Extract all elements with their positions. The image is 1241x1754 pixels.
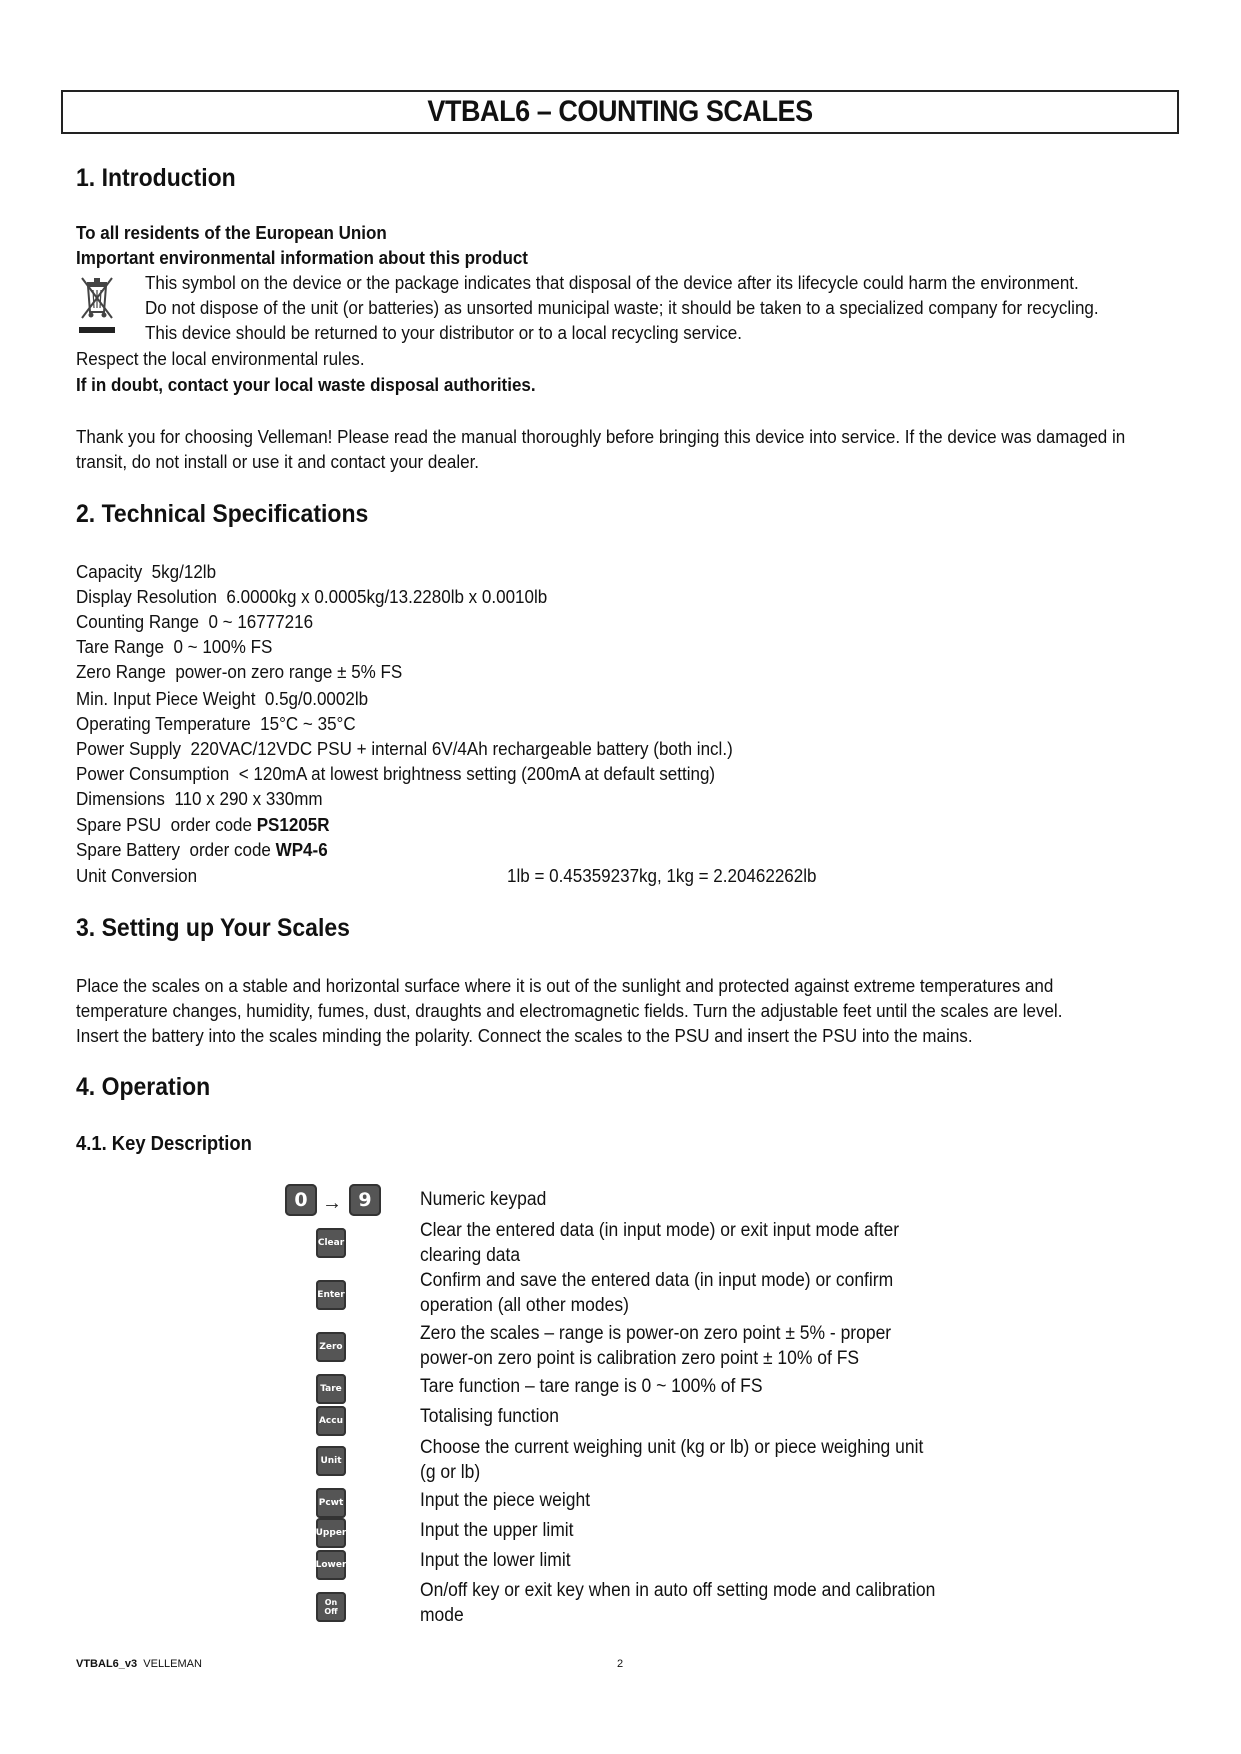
spec-label: Dimensions	[76, 788, 165, 809]
spec-value: 220VAC/12VDC PSU + internal 6V/4Ah rechargeable battery (both incl.)	[190, 738, 733, 759]
weee-line-2: Do not dispose of the unit (or batteries) as unsorted municipal waste; it should be taken to a specialized company for recycling.	[145, 297, 1099, 318]
spec-row	[76, 738, 733, 760]
spec-value-unit-conversion: 1lb = 0.45359237kg, 1kg = 2.20462262lb	[507, 865, 817, 886]
spec-row	[76, 586, 547, 608]
spec-row	[76, 561, 216, 583]
spec-value: 110 x 290 x 330mm	[174, 788, 323, 809]
spec-label: Spare PSU	[76, 814, 162, 835]
page-number: 2	[617, 1658, 624, 1670]
unit-key-icon: Unit	[316, 1446, 346, 1476]
spec-value: 0.5g/0.0002lb	[264, 688, 369, 709]
setup-line-2: temperature changes, humidity, fumes, dust, draughts and electromagnetic fields. Turn the adjustable feet until the scales are level.	[76, 1000, 1063, 1021]
spec-value: order code	[170, 814, 252, 835]
key-desc-enter-2: operation (all other modes)	[420, 1295, 629, 1316]
key-desc-tare: Tare function – tare range is 0 ~ 100% of FS	[420, 1376, 763, 1397]
spec-row	[76, 636, 272, 658]
battery-order-code: WP4-6	[275, 839, 328, 860]
spec-label: Zero Range	[76, 661, 166, 682]
spec-label: Capacity	[76, 561, 143, 582]
footer-left	[76, 1658, 202, 1670]
spec-row	[76, 688, 368, 710]
env-heading: Important environmental information about this product	[76, 247, 528, 268]
spec-row	[76, 611, 313, 633]
spec-value: 0 ~ 100% FS	[173, 636, 273, 657]
upper-key-icon: Upper	[316, 1518, 346, 1548]
spec-row-spare-battery	[76, 839, 328, 861]
thanks-line-2: transit, do not install or use it and contact your dealer.	[76, 451, 480, 472]
section-3-heading: 3. Setting up Your Scales	[76, 914, 350, 942]
section-1-heading: 1. Introduction	[76, 164, 236, 192]
key-desc-clear-1: Clear the entered data (in input mode) or exit input mode after	[420, 1220, 900, 1241]
spec-label: Counting Range	[76, 611, 200, 632]
pcwt-key-icon: Pcwt	[316, 1488, 346, 1518]
weee-bin-icon	[76, 274, 120, 336]
clear-key-icon: Clear	[316, 1228, 346, 1258]
enter-key-icon: Enter	[316, 1280, 346, 1310]
spec-label: Power Consumption	[76, 763, 230, 784]
weee-line-3: This device should be returned to your distributor or to a local recycling service.	[145, 322, 742, 343]
footer-brand: VELLEMAN	[143, 1658, 202, 1670]
key-desc-unit-2: (g or lb)	[420, 1462, 481, 1483]
accu-key-icon: Accu	[316, 1406, 346, 1436]
spec-row	[76, 763, 715, 785]
key-desc-upper: Input the upper limit	[420, 1520, 574, 1541]
spec-value: 6.0000kg x 0.0005kg/13.2280lb x 0.0010lb	[226, 586, 548, 607]
key-desc-lower: Input the lower limit	[420, 1550, 571, 1571]
spec-value: 15°C ~ 35°C	[260, 713, 356, 734]
eu-heading: To all residents of the European Union	[76, 222, 387, 243]
key-desc-onoff-2: mode	[420, 1605, 464, 1626]
key-desc-zero-1: Zero the scales – range is power-on zero point ± 5% - proper	[420, 1323, 892, 1344]
on-off-key-icon: On Off	[316, 1592, 346, 1622]
tare-key-icon: Tare	[316, 1374, 346, 1404]
section-2-heading: 2. Technical Specifications	[76, 500, 369, 528]
key-desc-zero-2: power-on zero point is calibration zero point ± 10% of FS	[420, 1348, 860, 1369]
key-desc-accu: Totalising function	[420, 1406, 559, 1427]
spec-value: 5kg/12lb	[151, 561, 217, 582]
key-desc-onoff-1: On/off key or exit key when in auto off setting mode and calibration	[420, 1580, 936, 1601]
key-description-heading: 4.1. Key Description	[76, 1133, 252, 1155]
key-desc-pcwt: Input the piece weight	[420, 1490, 591, 1511]
spec-label-unit-conversion: Unit Conversion	[76, 865, 198, 886]
spec-label: Spare Battery	[76, 839, 181, 860]
thanks-line-1: Thank you for choosing Velleman! Please read the manual thoroughly before bringing this device into service. If the device was damaged in	[76, 426, 1126, 447]
spec-label: Display Resolution	[76, 586, 217, 607]
weee-line-1: This symbol on the device or the package indicates that disposal of the device after its lifecycle could harm the environment.	[145, 272, 1079, 293]
doubt-contact: If in doubt, contact your local waste disposal authorities.	[76, 374, 536, 395]
document-title: VTBAL6 – COUNTING SCALES	[427, 95, 813, 128]
spec-row-spare-psu	[76, 814, 330, 836]
spec-row	[76, 788, 323, 810]
spec-row	[76, 661, 402, 683]
arrow-icon: →	[322, 1192, 342, 1214]
lower-key-icon: Lower	[316, 1550, 346, 1580]
spec-label: Operating Temperature	[76, 713, 251, 734]
spec-row	[76, 713, 356, 735]
key-9-icon: 9	[349, 1184, 381, 1216]
zero-key-icon: Zero	[316, 1332, 346, 1362]
spec-value: power-on zero range ± 5% FS	[175, 661, 403, 682]
psu-order-code: PS1205R	[256, 814, 330, 835]
section-4-heading: 4. Operation	[76, 1073, 211, 1101]
spec-label: Tare Range	[76, 636, 165, 657]
key-desc-enter-1: Confirm and save the entered data (in input mode) or confirm	[420, 1270, 894, 1291]
spec-value: 0 ~ 16777216	[208, 611, 314, 632]
respect-rules: Respect the local environmental rules.	[76, 348, 365, 369]
key-desc-clear-2: clearing data	[420, 1245, 521, 1266]
setup-line-1: Place the scales on a stable and horizontal surface where it is out of the sunlight and protected against extreme temperatures and	[76, 975, 1054, 996]
key-desc-numeric: Numeric keypad	[420, 1189, 547, 1210]
spec-value: order code	[189, 839, 271, 860]
setup-line-3: Insert the battery into the scales minding the polarity. Connect the scales to the PSU and insert the PSU into the mains.	[76, 1025, 973, 1046]
footer-doc-id: VTBAL6_v3	[76, 1658, 138, 1670]
spec-value: < 120mA at lowest brightness setting (200mA at default setting)	[238, 763, 716, 784]
key-0-icon: 0	[285, 1184, 317, 1216]
document-title-box	[61, 90, 1179, 134]
spec-label: Power Supply	[76, 738, 182, 759]
key-desc-unit-1: Choose the current weighing unit (kg or lb) or piece weighing unit	[420, 1437, 924, 1458]
spec-label: Min. Input Piece Weight	[76, 688, 256, 709]
